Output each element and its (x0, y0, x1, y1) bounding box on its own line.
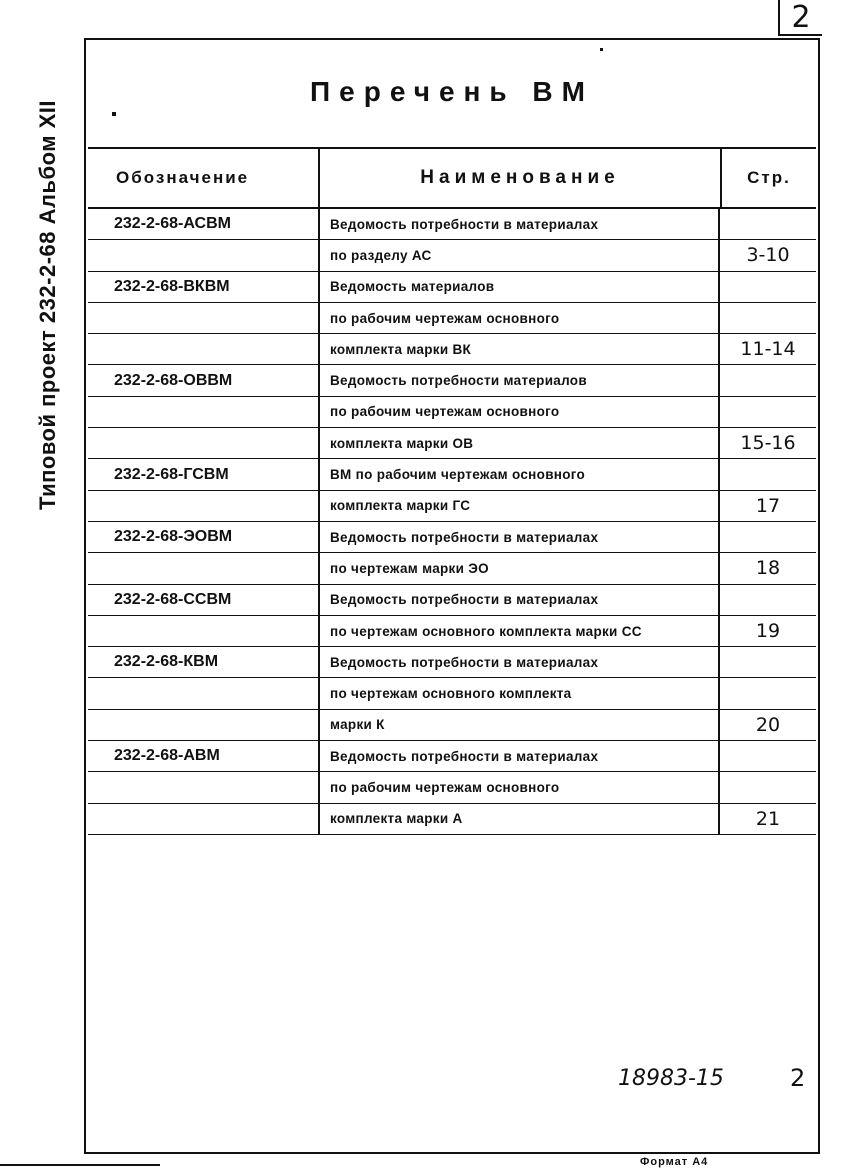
row-code (88, 397, 320, 427)
row-page (720, 647, 816, 677)
table-row (88, 459, 816, 490)
row-name: по рабочим чертежам основного (320, 303, 720, 333)
row-page (720, 397, 816, 427)
row-code: 232-2-68-АСВМ (88, 209, 320, 239)
row-page: 17 (755, 494, 781, 517)
table-row (88, 491, 816, 522)
table-row (88, 365, 816, 396)
side-label (28, 90, 68, 520)
row-page: 3-10 (746, 244, 790, 267)
row-name: Ведомость потребности материалов (320, 365, 720, 395)
header-designation: Обозначение (88, 149, 320, 207)
row-page: 21 (755, 807, 781, 830)
document-number: 18983-15 (618, 1066, 724, 1091)
row-name: по рабочим чертежам основного (320, 772, 720, 802)
row-name: ВМ по рабочим чертежам основного (320, 459, 720, 489)
header-name: Наименование (320, 149, 722, 207)
row-page: 18 (755, 557, 781, 580)
row-page (720, 272, 816, 302)
row-code: 232-2-68-АВМ (88, 741, 320, 771)
row-name: Ведомость потребности в материалах (320, 647, 720, 677)
row-page: 20 (755, 713, 781, 736)
row-page (720, 209, 816, 239)
row-name: по разделу АС (320, 240, 720, 270)
table-body (88, 209, 816, 835)
row-code: 232-2-68-СCВМ (88, 585, 320, 615)
row-page (720, 365, 816, 395)
row-code (88, 240, 320, 270)
row-code (88, 772, 320, 802)
row-code (88, 491, 320, 521)
table-row (88, 647, 816, 678)
row-page (720, 772, 816, 802)
table-row (88, 804, 816, 835)
row-code (88, 616, 320, 646)
row-code: 232-2-68-ГСВМ (88, 459, 320, 489)
vm-table (88, 147, 816, 835)
header-page: Стр. (747, 168, 791, 187)
row-page: 15-16 (740, 432, 796, 455)
page-title: Перечень ВМ (310, 76, 594, 107)
bottom-rule (0, 1164, 160, 1166)
row-name: по чертежам марки ЭО (320, 553, 720, 583)
row-code (88, 804, 320, 834)
row-page: 19 (755, 620, 781, 642)
row-page (720, 459, 816, 489)
table-row (88, 553, 816, 584)
row-name: Ведомость материалов (320, 272, 720, 302)
mark-dot (600, 48, 603, 51)
row-name: комплекта марки ОВ (320, 428, 720, 458)
page-number: 2 (790, 1064, 806, 1092)
row-name: Ведомость потребности в материалах (320, 741, 720, 771)
table-row (88, 772, 816, 803)
table-row (88, 209, 816, 240)
row-name: Ведомость потребности в материалах (320, 585, 720, 615)
row-code: 232-2-68-ВКВМ (88, 272, 320, 302)
table-row (88, 522, 816, 553)
side-label-text: Типовой проект 232-2-68 Альбом XII (35, 99, 60, 511)
table-header (88, 147, 816, 209)
row-name: марки К (320, 710, 720, 740)
row-code (88, 553, 320, 583)
row-page (720, 585, 816, 615)
row-page: 11-14 (740, 338, 796, 361)
row-name: по рабочим чертежам основного (320, 397, 720, 427)
sheet-corner-number: 2 (778, 0, 822, 36)
row-code (88, 678, 320, 708)
row-name: комплекта марки А (320, 804, 720, 834)
table-row (88, 710, 816, 741)
row-code (88, 428, 320, 458)
row-page (720, 522, 816, 552)
row-name: Ведомость потребности в материалах (320, 522, 720, 552)
table-row (88, 303, 816, 334)
table-row (88, 428, 816, 459)
row-page (720, 303, 816, 333)
row-name: комплекта марки ВК (320, 334, 720, 364)
table-row (88, 616, 816, 647)
row-page (720, 741, 816, 771)
table-row (88, 585, 816, 616)
table-row (88, 678, 816, 709)
table-row (88, 397, 816, 428)
table-row (88, 334, 816, 365)
row-code (88, 303, 320, 333)
row-code (88, 710, 320, 740)
row-name: по чертежам основного комплекта (320, 678, 720, 708)
row-code: 232-2-68-ОВВМ (88, 365, 320, 395)
row-code: 232-2-68-ЭОВМ (88, 522, 320, 552)
format-label: Формат А4 (640, 1156, 709, 1168)
row-name: по чертежам основного комплекта марки СС (320, 616, 720, 646)
row-code (88, 334, 320, 364)
table-row (88, 741, 816, 772)
row-name: Ведомость потребности в материалах (320, 209, 720, 239)
row-page (720, 678, 816, 708)
row-name: комплекта марки ГС (320, 491, 720, 521)
table-row (88, 240, 816, 271)
table-row (88, 272, 816, 303)
mark-dot (112, 112, 116, 116)
row-code: 232-2-68-КВМ (88, 647, 320, 677)
